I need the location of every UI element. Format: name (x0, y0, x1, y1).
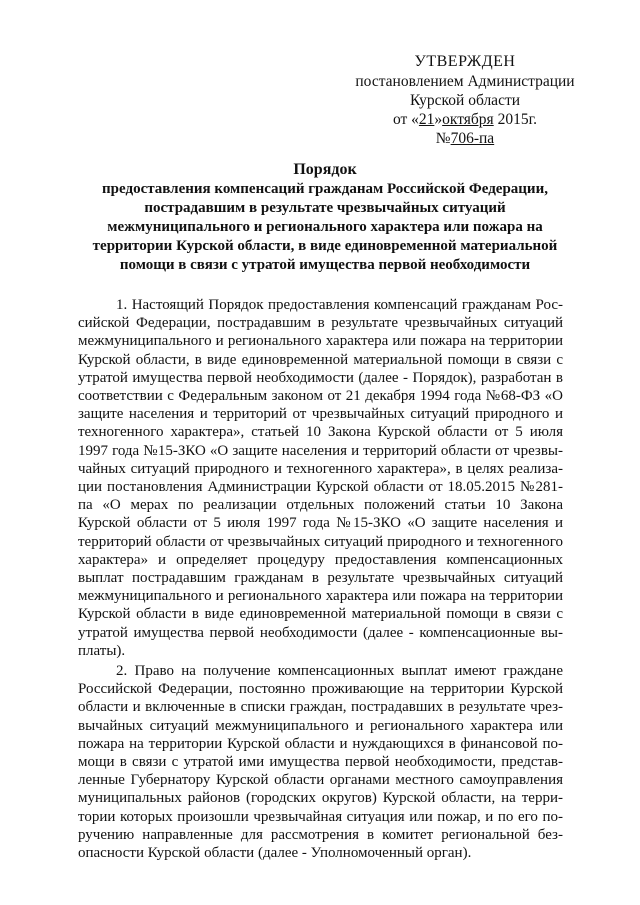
paragraph-1: 1. Настоящий Порядок предоставления компенсаций гражданам Российской Федерации, пострадавшим в результате чрезвычайных ситуаций межмуниципального и регионального характера или пожара на территории Курской области, в виде единовременной материальной помощи в связи с утратой имущества первой необходимости (далее - Порядок), разработан в соответствии с Федеральным законом от 21 декабря 1994 года №68-ФЗ «О защите населения и территорий от чрезвычайных ситуаций природного и техногенного характера», статьей 10 Закона Курской области от 5 июля 1997 года №15-ЗКО «О защите населения и территорий области от чрезвычайных ситуаций природного и техногенного характера», в целях реализации постановления Администрации Курской области от 18.05.2015 №281-па «О мерах по реализации отдельных положений статьи 10 Закона Курской области от 5 июля 1997 года №15-ЗКО «О защите населения и территорий области от чрезвычайных ситуаций природного и техногенного характера» и определяет процедуру предоставления компенсационных выплат пострадавшим гражданам в результате чрезвычайных ситуаций межмуниципального и регионального характера или пожара на территории Курской области в виде единовременной материальной помощи в связи с утратой имущества первой необходимости (далее - компенсационные выплаты). (78, 297, 563, 659)
document-body (78, 296, 563, 864)
approval-date-line (345, 110, 585, 129)
document-title-subtitle: предоставления компенсаций гражданам Российской Федерации, пострадавшим в результате чрезвычайных ситуаций межмуниципального и регионального характера или пожара на территории Курской области, в виде единовременной материальной помощи в связи с утратой имущества первой необходимости (92, 181, 558, 273)
approval-number-line (345, 129, 585, 148)
approval-region-line: Курской области (409, 92, 521, 109)
approval-date-month: октября (442, 111, 494, 128)
approval-resolution-line: постановлением Администрации (355, 73, 575, 90)
approval-block (345, 52, 585, 148)
document-title (90, 160, 560, 275)
approval-heading: УТВЕРЖДЕН (414, 53, 516, 70)
approval-number-prefix: № (435, 130, 451, 147)
paragraph-2: 2. Право на получение компенсационных выплат имеют граждане Российской Федерации, постоянно проживающие на территории Курской области и включенные в списки граждан, пострадавших в результате чрезвычайных ситуаций межмуниципального и регионального характера или пожара на территории Курской области и нуждающихся в финансовой помощи в связи с утратой ими имущества первой необходимости, представленные Губернатору Курской области органами местного самоуправления муниципальных районов (городских округов) Курской области, на территории которых произошли чрезвычайная ситуация или пожар, и по его поручению направленные для рассмотрения в комитет региональной безопасности Курской области (далее - Уполномоченный орган). (78, 663, 563, 862)
approval-date-prefix: от « (392, 111, 419, 128)
approval-date-year: 2015г. (493, 111, 538, 128)
approval-date-mid: » (434, 111, 443, 128)
document-title-main: Порядок (293, 161, 357, 178)
approval-number-value: 706-па (450, 130, 495, 147)
approval-date-day: 21 (418, 111, 435, 128)
